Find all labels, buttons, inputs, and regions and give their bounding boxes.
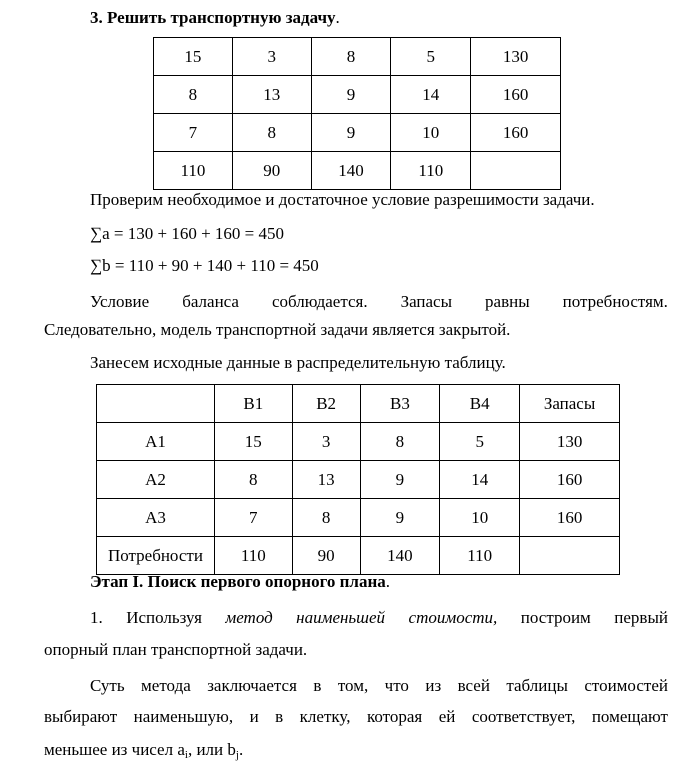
table-row xyxy=(97,461,620,499)
essence-line-3-end: . xyxy=(238,740,244,759)
table-cell: 14 xyxy=(440,461,520,499)
table-cell: 110 xyxy=(214,537,292,575)
method-word: стоимости, xyxy=(408,608,498,627)
stage-heading-bold: Этап I. Поиск первого опорного плана xyxy=(90,572,386,591)
word: таблицы xyxy=(506,676,568,695)
table-cell: 110 xyxy=(440,537,520,575)
word: помещают xyxy=(591,707,668,726)
word: и xyxy=(249,707,259,726)
table-cell: 15 xyxy=(154,38,233,76)
sum-a: ∑a = 130 + 160 + 160 = 450 xyxy=(90,224,285,243)
table-cell: 9 xyxy=(311,76,391,114)
column-header xyxy=(97,385,215,423)
word: Условие xyxy=(90,292,150,311)
cost-table-1 xyxy=(153,37,561,190)
step1-line-2: опорный план транспортной задачи. xyxy=(44,640,308,659)
word: соблюдается. xyxy=(271,292,368,311)
column-header: B3 xyxy=(360,385,440,423)
table-cell: 10 xyxy=(391,114,471,152)
task-heading-bold: 3. Решить транспортную задачу xyxy=(90,8,336,27)
table-cell: 8 xyxy=(360,423,440,461)
method-word: метод xyxy=(225,608,273,627)
table-cell: 5 xyxy=(440,423,520,461)
table-cell: 8 xyxy=(232,114,311,152)
table-cell: 8 xyxy=(154,76,233,114)
table-cell: 15 xyxy=(214,423,292,461)
column-header: B4 xyxy=(440,385,520,423)
table-row xyxy=(97,537,620,575)
table-row xyxy=(154,38,561,76)
table-row xyxy=(97,423,620,461)
word: клетку, xyxy=(299,707,351,726)
word: наименьшую, xyxy=(133,707,234,726)
word: которая xyxy=(366,707,423,726)
word: Используя xyxy=(126,608,202,627)
table-row xyxy=(154,152,561,190)
word: стоимостей xyxy=(584,676,668,695)
table-cell: 160 xyxy=(471,76,561,114)
table-cell: 10 xyxy=(440,499,520,537)
table-cell: 8 xyxy=(214,461,292,499)
step-number: 1. xyxy=(90,608,103,627)
word: в xyxy=(275,707,284,726)
word: баланса xyxy=(182,292,239,311)
stage-heading-tail: . xyxy=(385,572,391,591)
word: заключается xyxy=(207,676,297,695)
table-cell: 7 xyxy=(214,499,292,537)
word: построим xyxy=(520,608,591,627)
column-header: B1 xyxy=(214,385,292,423)
table-row xyxy=(154,76,561,114)
word: том, xyxy=(337,676,369,695)
table-cell: 13 xyxy=(232,76,311,114)
table-cell: 3 xyxy=(232,38,311,76)
balance-line-1 xyxy=(90,292,668,312)
table-cell: 14 xyxy=(391,76,471,114)
word: всей xyxy=(457,676,490,695)
word: ей xyxy=(438,707,456,726)
word: соответствует, xyxy=(471,707,576,726)
word: что xyxy=(384,676,409,695)
row-header: A2 xyxy=(97,461,215,499)
essence-line-2 xyxy=(44,707,668,727)
table-cell: 9 xyxy=(311,114,391,152)
table-cell: 160 xyxy=(520,461,620,499)
essence-line-1 xyxy=(90,676,668,696)
table-cell: 140 xyxy=(360,537,440,575)
word: в xyxy=(313,676,322,695)
task-heading-tail: . xyxy=(335,8,340,27)
table-header-row xyxy=(97,385,620,423)
subscript-i: i xyxy=(184,749,188,761)
word: первый xyxy=(614,608,668,627)
distribution-table xyxy=(96,384,620,575)
table-row xyxy=(154,114,561,152)
word: Запасы xyxy=(400,292,453,311)
stage-heading xyxy=(90,572,390,592)
table-cell: 5 xyxy=(391,38,471,76)
table-cell: 110 xyxy=(154,152,233,190)
table-cell: 3 xyxy=(292,423,360,461)
step1-line-1 xyxy=(90,608,668,628)
row-header: A1 xyxy=(97,423,215,461)
column-header: Запасы xyxy=(520,385,620,423)
table-cell: 8 xyxy=(292,499,360,537)
essence-line-3-start: меньшее из чисел a xyxy=(44,740,185,759)
table-cell: 7 xyxy=(154,114,233,152)
row-header: Потребности xyxy=(97,537,215,575)
table-cell: 160 xyxy=(520,499,620,537)
word: равны xyxy=(485,292,530,311)
table-cell: 13 xyxy=(292,461,360,499)
table-cell: 90 xyxy=(292,537,360,575)
word: из xyxy=(425,676,442,695)
table-cell: 160 xyxy=(471,114,561,152)
sum-b: ∑b = 110 + 90 + 140 + 110 = 450 xyxy=(90,256,319,275)
essence-line-3-mid: , или b xyxy=(187,740,236,759)
row-header: A3 xyxy=(97,499,215,537)
enter-paragraph: Занесем исходные данные в распределительную таблицу. xyxy=(90,353,506,372)
table-cell: 8 xyxy=(311,38,391,76)
table-cell: 9 xyxy=(360,461,440,499)
table-row xyxy=(97,499,620,537)
table-cell xyxy=(471,152,561,190)
task-heading xyxy=(90,8,340,28)
subscript-j: j xyxy=(235,749,239,761)
table-cell: 130 xyxy=(471,38,561,76)
word: Суть xyxy=(90,676,125,695)
table-cell xyxy=(520,537,620,575)
word: потребностям. xyxy=(562,292,668,311)
method-word: наименьшей xyxy=(296,608,386,627)
table-cell: 130 xyxy=(520,423,620,461)
check-paragraph: Проверим необходимое и достаточное условие разрешимости задачи. xyxy=(90,190,595,209)
table-cell: 140 xyxy=(311,152,391,190)
balance-line-2: Следовательно, модель транспортной задачи является закрытой. xyxy=(44,320,511,339)
table-cell: 110 xyxy=(391,152,471,190)
column-header: B2 xyxy=(292,385,360,423)
word: выбирают xyxy=(44,707,118,726)
table-cell: 90 xyxy=(232,152,311,190)
word: метода xyxy=(141,676,191,695)
table-cell: 9 xyxy=(360,499,440,537)
essence-line-3 xyxy=(44,740,243,760)
